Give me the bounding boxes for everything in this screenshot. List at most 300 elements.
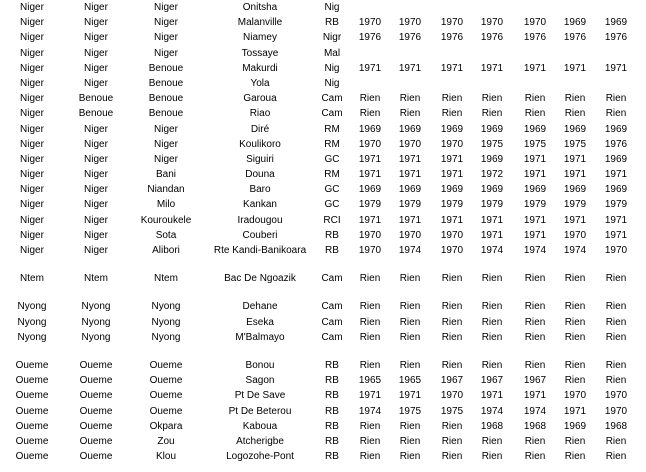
table-row: [0, 182, 646, 197]
station-cell: M'Balmayo: [235, 331, 285, 343]
station-cell: Malanville: [237, 17, 283, 29]
year-cell: 1974: [563, 245, 587, 256]
river-cell: Niger: [84, 17, 108, 29]
year-cell: 1970: [358, 138, 382, 150]
year-cell: 1969: [523, 184, 547, 196]
table-row: [0, 299, 646, 314]
year-cell: Rien: [359, 435, 381, 447]
country-cell: RM: [324, 123, 340, 135]
year-cell: Rien: [441, 108, 463, 120]
station-cell: Douna: [245, 169, 275, 181]
station-cell: Pt De Beterou: [228, 405, 292, 417]
year-cell: 1970: [398, 138, 422, 150]
year-cell: 1971: [563, 214, 587, 226]
year-cell: 1969: [358, 184, 382, 196]
year-cell: Rien: [481, 359, 503, 371]
river-cell: Niger: [84, 199, 108, 211]
basin-cell: Oueme: [15, 375, 49, 387]
year-cell: Rien: [441, 451, 463, 463]
river-cell: Niger: [84, 32, 108, 44]
table-row: [0, 271, 646, 286]
station-cell: Rte Kandi-Banikoara: [213, 245, 307, 256]
year-cell: Rien: [605, 316, 627, 328]
year-cell: 1971: [604, 62, 628, 74]
year-cell: 1969: [480, 153, 504, 165]
year-cell: Rien: [564, 273, 586, 285]
country-cell: Mal: [323, 47, 341, 59]
tributary-cell: Benoue: [148, 77, 184, 89]
river-cell: Oueme: [79, 435, 113, 447]
year-cell: 1971: [604, 214, 628, 226]
year-cell: Rien: [441, 435, 463, 447]
tributary-cell: Benoue: [148, 93, 184, 105]
country-cell: RB: [325, 420, 339, 432]
station-cell: Logozohe-Pont: [226, 451, 294, 463]
year-cell: Rien: [564, 108, 586, 120]
country-cell: GC: [324, 184, 340, 196]
year-cell: Rien: [524, 316, 546, 328]
year-cell: 1976: [563, 32, 587, 44]
year-cell: 1971: [440, 169, 464, 181]
station-cell: Dehane: [242, 301, 278, 313]
year-cell: 1976: [358, 32, 382, 44]
table-row: [0, 373, 646, 388]
year-cell: 1971: [480, 390, 504, 402]
station-cell: Yola: [250, 77, 270, 89]
year-cell: 1974: [523, 245, 547, 256]
row-gap: [0, 345, 646, 358]
table-row: [0, 46, 646, 61]
basin-cell: Nyong: [17, 331, 47, 343]
tributary-cell: Klou: [155, 451, 176, 463]
year-cell: Rien: [359, 420, 381, 432]
tributary-cell: Okpara: [149, 420, 183, 432]
year-cell: Rien: [481, 273, 503, 285]
year-cell: Rien: [399, 273, 421, 285]
table-row: [0, 449, 646, 464]
table-row: [0, 197, 646, 212]
river-cell: Nyong: [81, 301, 111, 313]
year-cell: 1970: [440, 229, 464, 241]
year-cell: Rien: [481, 108, 503, 120]
year-cell: Rien: [605, 375, 627, 387]
year-cell: 1971: [523, 390, 547, 402]
year-cell: 1968: [523, 420, 547, 432]
river-cell: Benoue: [78, 93, 114, 105]
station-cell: Iradougou: [237, 214, 283, 226]
year-cell: 1969: [398, 184, 422, 196]
year-cell: 1971: [440, 62, 464, 74]
country-cell: Nig: [324, 77, 340, 89]
tributary-cell: Niger: [154, 2, 178, 13]
year-cell: 1969: [440, 184, 464, 196]
year-cell: 1969: [563, 17, 587, 29]
table-row: [0, 152, 646, 167]
year-cell: 1969: [440, 123, 464, 135]
river-cell: Niger: [84, 184, 108, 196]
year-cell: 1969: [480, 184, 504, 196]
basin-cell: Niger: [20, 32, 44, 44]
country-cell: RB: [325, 435, 339, 447]
river-cell: Oueme: [79, 420, 113, 432]
year-cell: 1974: [523, 405, 547, 417]
year-cell: Rien: [359, 331, 381, 343]
river-cell: Niger: [84, 47, 108, 59]
year-cell: 1974: [480, 245, 504, 256]
country-cell: RB: [325, 17, 339, 29]
tributary-cell: Alibori: [152, 245, 180, 256]
tributary-cell: Milo: [156, 199, 176, 211]
basin-cell: Nyong: [17, 316, 47, 328]
table-row: [0, 330, 646, 345]
country-cell: Nig: [324, 62, 340, 74]
year-cell: Rien: [359, 316, 381, 328]
year-cell: Rien: [399, 93, 421, 105]
tributary-cell: Oueme: [149, 375, 183, 387]
basin-cell: Niger: [20, 229, 44, 241]
year-cell: 1976: [398, 32, 422, 44]
tributary-cell: Zou: [157, 435, 175, 447]
tributary-cell: Benoue: [148, 108, 184, 120]
basin-cell: Niger: [20, 169, 44, 181]
year-cell: 1970: [604, 390, 628, 402]
tributary-cell: Oueme: [149, 405, 183, 417]
table-row: [0, 106, 646, 121]
year-cell: 1974: [398, 245, 422, 256]
year-cell: 1979: [563, 199, 587, 211]
country-cell: Cam: [321, 331, 343, 343]
year-cell: 1969: [563, 123, 587, 135]
year-cell: 1970: [604, 405, 628, 417]
year-cell: 1979: [440, 199, 464, 211]
year-cell: 1976: [604, 32, 628, 44]
year-cell: 1972: [480, 169, 504, 181]
basin-cell: Niger: [20, 47, 44, 59]
year-cell: Rien: [524, 435, 546, 447]
year-cell: 1975: [523, 138, 547, 150]
year-cell: Rien: [564, 359, 586, 371]
station-cell: Bonou: [245, 359, 275, 371]
year-cell: 1969: [358, 123, 382, 135]
country-cell: Nigr: [322, 32, 342, 44]
basin-cell: Niger: [20, 17, 44, 29]
tributary-cell: Benoue: [148, 62, 184, 74]
year-cell: 1969: [604, 123, 628, 135]
table-row: [0, 15, 646, 30]
basin-cell: Oueme: [15, 435, 49, 447]
table-row: [0, 76, 646, 91]
station-cell: Onitsha: [242, 2, 278, 13]
station-cell: Baro: [249, 184, 271, 196]
year-cell: Rien: [441, 316, 463, 328]
year-cell: 1970: [523, 17, 547, 29]
country-cell: Cam: [321, 301, 343, 313]
country-cell: RB: [325, 451, 339, 463]
basin-cell: Oueme: [15, 420, 49, 432]
tributary-cell: Niger: [154, 153, 178, 165]
year-cell: 1971: [523, 229, 547, 241]
country-cell: RM: [324, 169, 340, 181]
river-cell: Oueme: [79, 405, 113, 417]
country-cell: RB: [325, 229, 339, 241]
river-cell: Niger: [84, 62, 108, 74]
year-cell: Rien: [359, 108, 381, 120]
station-cell: Atcherigbe: [236, 435, 284, 447]
year-cell: 1967: [440, 375, 464, 387]
year-cell: 1970: [440, 390, 464, 402]
year-cell: Rien: [481, 316, 503, 328]
basin-cell: Nyong: [17, 301, 47, 313]
year-cell: 1965: [358, 375, 382, 387]
tributary-cell: Oueme: [149, 390, 183, 402]
year-cell: 1979: [523, 199, 547, 211]
year-cell: Rien: [564, 331, 586, 343]
year-cell: 1967: [480, 375, 504, 387]
country-cell: Cam: [321, 108, 343, 120]
table-row: [0, 122, 646, 137]
year-cell: Rien: [605, 331, 627, 343]
river-cell: Niger: [84, 153, 108, 165]
year-cell: 1969: [398, 123, 422, 135]
year-cell: 1967: [523, 375, 547, 387]
year-cell: 1971: [563, 405, 587, 417]
table-row: [0, 388, 646, 403]
year-cell: 1976: [480, 32, 504, 44]
table-row: [0, 137, 646, 152]
year-cell: 1970: [563, 229, 587, 241]
year-cell: 1971: [563, 153, 587, 165]
year-cell: Rien: [605, 273, 627, 285]
year-cell: 1979: [604, 199, 628, 211]
year-cell: Rien: [359, 93, 381, 105]
year-cell: Rien: [359, 359, 381, 371]
year-cell: 1971: [358, 214, 382, 226]
country-cell: Cam: [321, 273, 343, 285]
year-cell: Rien: [605, 435, 627, 447]
country-cell: Nig: [324, 2, 340, 13]
country-cell: RB: [325, 405, 339, 417]
year-cell: Rien: [481, 331, 503, 343]
year-cell: 1971: [604, 169, 628, 181]
country-cell: GC: [324, 153, 340, 165]
basin-cell: Oueme: [15, 405, 49, 417]
year-cell: 1971: [604, 229, 628, 241]
tributary-cell: Oueme: [149, 359, 183, 371]
year-cell: 1971: [398, 390, 422, 402]
year-cell: Rien: [481, 435, 503, 447]
year-cell: Rien: [441, 93, 463, 105]
year-cell: 1970: [398, 229, 422, 241]
year-cell: Rien: [441, 301, 463, 313]
river-cell: Oueme: [79, 451, 113, 463]
basin-cell: Niger: [20, 2, 44, 13]
year-cell: Rien: [359, 273, 381, 285]
basin-cell: Oueme: [15, 390, 49, 402]
tributary-cell: Bani: [155, 169, 176, 181]
station-cell: Couberi: [242, 229, 278, 241]
river-cell: Niger: [84, 123, 108, 135]
river-cell: Nyong: [81, 316, 111, 328]
tributary-cell: Niandan: [147, 184, 185, 196]
year-cell: 1979: [358, 199, 382, 211]
station-cell: Bac De Ngoazik: [224, 273, 296, 285]
river-cell: Niger: [84, 229, 108, 241]
year-cell: 1971: [358, 169, 382, 181]
basin-cell: Niger: [20, 62, 44, 74]
year-cell: Rien: [441, 420, 463, 432]
year-cell: 1974: [480, 405, 504, 417]
tributary-cell: Nyong: [151, 331, 181, 343]
basin-cell: Ntem: [20, 273, 44, 285]
year-cell: Rien: [359, 301, 381, 313]
table-row: [0, 167, 646, 182]
station-cell: Garoua: [243, 93, 277, 105]
station-cell: Siguiri: [246, 153, 274, 165]
year-cell: 1970: [440, 138, 464, 150]
year-cell: Rien: [605, 301, 627, 313]
station-cell: Tossaye: [241, 47, 279, 59]
basin-cell: Oueme: [15, 451, 49, 463]
table-row: [0, 419, 646, 434]
basin-cell: Niger: [20, 153, 44, 165]
river-cell: Niger: [84, 169, 108, 181]
basin-cell: Niger: [20, 199, 44, 211]
year-cell: 1970: [563, 390, 587, 402]
year-cell: 1971: [398, 62, 422, 74]
basin-cell: Niger: [20, 245, 44, 256]
station-cell: Niamey: [243, 32, 277, 44]
year-cell: 1970: [358, 229, 382, 241]
country-cell: RB: [325, 390, 339, 402]
year-cell: 1971: [358, 390, 382, 402]
year-cell: Rien: [524, 273, 546, 285]
year-cell: 1969: [523, 123, 547, 135]
year-cell: 1971: [523, 62, 547, 74]
river-cell: Ntem: [84, 273, 108, 285]
basin-cell: Niger: [20, 77, 44, 89]
basin-cell: Niger: [20, 214, 44, 226]
year-cell: Rien: [564, 435, 586, 447]
year-cell: Rien: [399, 451, 421, 463]
year-cell: 1971: [398, 214, 422, 226]
year-cell: 1979: [480, 199, 504, 211]
country-cell: GC: [324, 199, 340, 211]
year-cell: Rien: [441, 273, 463, 285]
table-row: [0, 228, 646, 243]
tributary-cell: Niger: [154, 47, 178, 59]
year-cell: 1969: [563, 184, 587, 196]
year-cell: Rien: [524, 451, 546, 463]
year-cell: 1970: [358, 17, 382, 29]
basin-cell: Oueme: [15, 359, 49, 371]
year-cell: 1971: [563, 62, 587, 74]
year-cell: 1974: [358, 405, 382, 417]
year-cell: Rien: [399, 359, 421, 371]
year-cell: Rien: [399, 108, 421, 120]
table-row: [0, 30, 646, 45]
table-row: [0, 213, 646, 228]
station-cell: Diré: [250, 123, 270, 135]
river-cell: Benoue: [78, 108, 114, 120]
year-cell: Rien: [524, 108, 546, 120]
tributary-cell: Ntem: [154, 273, 178, 285]
year-cell: 1970: [440, 245, 464, 256]
river-cell: Nyong: [81, 331, 111, 343]
table-row: [0, 0, 646, 15]
table-row: [0, 358, 646, 373]
basin-cell: Niger: [20, 93, 44, 105]
station-cell: Koulikoro: [239, 138, 281, 150]
tributary-cell: Nyong: [151, 301, 181, 313]
year-cell: Rien: [441, 359, 463, 371]
year-cell: 1968: [480, 420, 504, 432]
year-cell: 1971: [440, 214, 464, 226]
table-row: [0, 61, 646, 76]
year-cell: 1970: [604, 245, 628, 256]
river-cell: Niger: [84, 2, 108, 13]
year-cell: 1965: [398, 375, 422, 387]
year-cell: Rien: [605, 108, 627, 120]
country-cell: RB: [325, 375, 339, 387]
year-cell: Rien: [605, 93, 627, 105]
river-cell: Niger: [84, 138, 108, 150]
year-cell: Rien: [564, 316, 586, 328]
year-cell: Rien: [481, 93, 503, 105]
year-cell: 1971: [480, 229, 504, 241]
year-cell: Rien: [399, 301, 421, 313]
year-cell: 1968: [604, 420, 628, 432]
station-cell: Riao: [249, 108, 271, 120]
country-cell: RCI: [323, 214, 341, 226]
country-cell: RB: [325, 245, 339, 256]
year-cell: 1971: [358, 62, 382, 74]
year-cell: 1971: [563, 169, 587, 181]
year-cell: Rien: [441, 331, 463, 343]
tributary-cell: Niger: [154, 123, 178, 135]
table-row: [0, 315, 646, 330]
year-cell: 1969: [480, 123, 504, 135]
year-cell: 1976: [523, 32, 547, 44]
river-cell: Oueme: [79, 359, 113, 371]
river-cell: Oueme: [79, 390, 113, 402]
year-cell: 1971: [480, 62, 504, 74]
basin-cell: Niger: [20, 108, 44, 120]
year-cell: 1976: [440, 32, 464, 44]
tributary-cell: Niger: [154, 32, 178, 44]
year-cell: 1975: [398, 405, 422, 417]
year-cell: 1971: [523, 214, 547, 226]
row-gap: [0, 286, 646, 299]
table-row: [0, 243, 646, 258]
year-cell: 1970: [358, 245, 382, 256]
year-cell: 1970: [480, 17, 504, 29]
year-cell: 1976: [604, 138, 628, 150]
year-cell: Rien: [524, 359, 546, 371]
year-cell: Rien: [564, 375, 586, 387]
year-cell: Rien: [524, 331, 546, 343]
country-cell: Cam: [321, 93, 343, 105]
year-cell: 1971: [358, 153, 382, 165]
year-cell: 1971: [398, 169, 422, 181]
year-cell: Rien: [605, 359, 627, 371]
year-cell: 1971: [480, 214, 504, 226]
year-cell: Rien: [564, 93, 586, 105]
country-cell: Cam: [321, 316, 343, 328]
year-cell: Rien: [399, 331, 421, 343]
tributary-cell: Niger: [154, 17, 178, 29]
river-cell: Niger: [84, 77, 108, 89]
table-row: [0, 91, 646, 106]
